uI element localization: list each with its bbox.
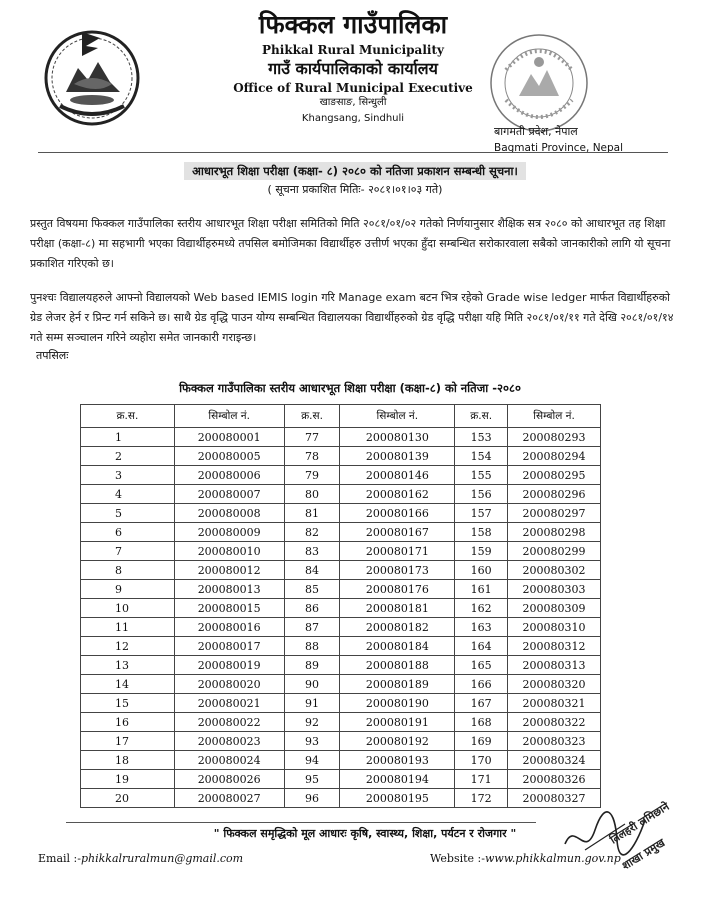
- footer-email: [38, 852, 243, 865]
- symbol-number-cell: 200080322: [508, 713, 601, 732]
- symbol-number-cell: 200080173: [340, 561, 455, 580]
- notice-heading: [120, 160, 590, 198]
- symbol-number-cell: 200080313: [508, 656, 601, 675]
- serial-number-cell: 90: [284, 675, 340, 694]
- serial-number-cell: 3: [81, 466, 175, 485]
- serial-number-cell: 12: [81, 637, 175, 656]
- table-row: [81, 504, 601, 523]
- symbol-number-cell: 200080182: [340, 618, 455, 637]
- symbol-number-cell: 200080181: [340, 599, 455, 618]
- symbol-number-cell: 200080015: [174, 599, 284, 618]
- serial-number-cell: 11: [81, 618, 175, 637]
- serial-number-cell: 83: [284, 542, 340, 561]
- email-label: Email :-: [38, 852, 81, 865]
- symbol-number-cell: 200080312: [508, 637, 601, 656]
- serial-number-cell: 87: [284, 618, 340, 637]
- symbol-number-cell: 200080194: [340, 770, 455, 789]
- website-label: Website :-: [430, 852, 485, 865]
- serial-number-cell: 163: [455, 618, 508, 637]
- notice-paragraph-1: प्रस्तुत विषयमा फिक्कल गाउँपालिका स्तरीय आधारभूत शिक्षा परीक्षा समितिको मिति २०८१/०१/०२ गतेको निर्णयानुसार शैक्षिक सत्र २०८० को आधारभूत तह शिक्षा परीक्षा (कक्षा-८) मा सहभागी भएका विद्यार्थीहरुमध्ये तपसिल बमोजिमका विद्यार्थीहरु उत्तीर्ण भएका हुँदा सम्बन्धित सरोकारवाला सबैको जानकारीको लागि यो सूचना प्रकाशित गरिएको छ।: [30, 217, 671, 270]
- serial-number-cell: 9: [81, 580, 175, 599]
- website-link[interactable]: www.phikkalmun.gov.np: [484, 852, 621, 865]
- email-address-link[interactable]: phikkalruralmun@gmail.com: [80, 852, 244, 865]
- notice-title: आधारभूत शिक्षा परीक्षा (कक्षा- ८) २०८० को नतिजा प्रकाशन सम्बन्धी सूचना।: [184, 162, 526, 180]
- serial-number-cell: 14: [81, 675, 175, 694]
- serial-number-cell: 89: [284, 656, 340, 675]
- serial-number-cell: 8: [81, 561, 175, 580]
- symbol-number-cell: 200080195: [340, 789, 455, 808]
- serial-number-cell: 92: [284, 713, 340, 732]
- symbol-number-cell: 200080188: [340, 656, 455, 675]
- symbol-number-cell: 200080298: [508, 523, 601, 542]
- symbol-number-cell: 200080130: [340, 428, 455, 447]
- symbol-number-cell: 200080027: [174, 789, 284, 808]
- serial-number-cell: 153: [455, 428, 508, 447]
- symbol-number-cell: 200080193: [340, 751, 455, 770]
- symbol-number-cell: 200080024: [174, 751, 284, 770]
- serial-number-cell: 91: [284, 694, 340, 713]
- serial-number-cell: 86: [284, 599, 340, 618]
- symbol-number-cell: 200080005: [174, 447, 284, 466]
- serial-number-cell: 81: [284, 504, 340, 523]
- serial-number-cell: 96: [284, 789, 340, 808]
- symbol-number-cell: 200080297: [508, 504, 601, 523]
- symbol-number-cell: 200080019: [174, 656, 284, 675]
- symbol-number-cell: 200080326: [508, 770, 601, 789]
- serial-number-cell: 156: [455, 485, 508, 504]
- serial-number-cell: 94: [284, 751, 340, 770]
- symbol-number-cell: 200080012: [174, 561, 284, 580]
- serial-number-cell: 7: [81, 542, 175, 561]
- serial-number-cell: 171: [455, 770, 508, 789]
- symbol-number-cell: 200080026: [174, 770, 284, 789]
- serial-number-cell: 154: [455, 447, 508, 466]
- symbol-number-cell: 200080310: [508, 618, 601, 637]
- symbol-number-cell: 200080017: [174, 637, 284, 656]
- symbol-number-cell: 200080021: [174, 694, 284, 713]
- symbol-number-cell: 200080020: [174, 675, 284, 694]
- symbol-number-cell: 200080001: [174, 428, 284, 447]
- province-en: Bagmati Province, Nepal: [494, 142, 624, 154]
- symbol-number-cell: 200080296: [508, 485, 601, 504]
- symbol-number-cell: 200080006: [174, 466, 284, 485]
- table-row: [81, 599, 601, 618]
- office-name-np: गाउँ कार्यपालिकाको कार्यालय: [268, 59, 438, 78]
- serial-number-cell: 16: [81, 713, 175, 732]
- symbol-number-cell: 200080010: [174, 542, 284, 561]
- table-row: [81, 542, 601, 561]
- symbol-number-cell: 200080189: [340, 675, 455, 694]
- serial-number-cell: 79: [284, 466, 340, 485]
- serial-number-cell: 93: [284, 732, 340, 751]
- serial-number-cell: 162: [455, 599, 508, 618]
- column-header: क्र.स.: [455, 405, 508, 428]
- table-header-row: [81, 405, 601, 428]
- symbol-number-cell: 200080327: [508, 789, 601, 808]
- symbol-number-cell: 200080016: [174, 618, 284, 637]
- serial-number-cell: 84: [284, 561, 340, 580]
- serial-number-cell: 172: [455, 789, 508, 808]
- symbol-number-cell: 200080323: [508, 732, 601, 751]
- symbol-number-cell: 200080302: [508, 561, 601, 580]
- serial-number-cell: 18: [81, 751, 175, 770]
- serial-number-cell: 167: [455, 694, 508, 713]
- symbol-number-cell: 200080166: [340, 504, 455, 523]
- column-header: क्र.स.: [81, 405, 175, 428]
- serial-number-cell: 1: [81, 428, 175, 447]
- symbol-number-cell: 200080184: [340, 637, 455, 656]
- serial-number-cell: 20: [81, 789, 175, 808]
- letterhead: [190, 10, 516, 126]
- serial-number-cell: 160: [455, 561, 508, 580]
- notice-paragraph-2: पुनश्चः विद्यालयहरुले आफ्नो विद्यालयको Web based IEMIS login गरि Manage exam बटन भित्र रहेको Grade wise ledger मार्फत विद्यार्थीहरुको ग्रेड लेजर हेर्न र प्रिन्ट गर्न सकिने छ। साथै ग्रेड वृद्धि पाउन योग्य सम्बन्धित विद्यालयका विद्यार्थीहरुको ग्रेड वृद्धि परीक्षा यहि मिति २०८१/०१/११ गते देखि २०८१/०१/१४ गते सम्म सञ्चालन गरिने व्यहोरा समेत जानकारी गराइन्छ।: [30, 291, 674, 344]
- province-np: बागमती प्रदेश, नेपाल: [494, 125, 578, 138]
- table-row: [81, 447, 601, 466]
- serial-number-cell: 166: [455, 675, 508, 694]
- symbol-number-cell: 200080299: [508, 542, 601, 561]
- serial-number-cell: 82: [284, 523, 340, 542]
- footer-divider: [66, 822, 536, 823]
- symbol-number-cell: 200080303: [508, 580, 601, 599]
- header-divider: [38, 152, 668, 153]
- serial-number-cell: 17: [81, 732, 175, 751]
- footer-motto: " फिक्कल समृद्धिको मूल आधारः कृषि, स्वास्थ्य, शिक्षा, पर्यटन र रोजगार ": [213, 827, 517, 840]
- symbol-number-cell: 200080191: [340, 713, 455, 732]
- symbol-number-cell: 200080176: [340, 580, 455, 599]
- serial-number-cell: 77: [284, 428, 340, 447]
- table-row: [81, 694, 601, 713]
- serial-number-cell: 15: [81, 694, 175, 713]
- symbol-number-cell: 200080008: [174, 504, 284, 523]
- serial-number-cell: 19: [81, 770, 175, 789]
- column-header: सिम्बोल नं.: [508, 405, 601, 428]
- signature-name-stamp: तिलहरी लमिछाने: [607, 799, 672, 847]
- symbol-number-cell: 200080009: [174, 523, 284, 542]
- table-row: [81, 656, 601, 675]
- serial-number-cell: 170: [455, 751, 508, 770]
- serial-number-cell: 169: [455, 732, 508, 751]
- symbol-number-cell: 200080192: [340, 732, 455, 751]
- symbol-number-cell: 200080146: [340, 466, 455, 485]
- table-row: [81, 675, 601, 694]
- symbol-number-cell: 200080294: [508, 447, 601, 466]
- serial-number-cell: 159: [455, 542, 508, 561]
- tapasil-label: तपसिलः: [36, 349, 69, 362]
- table-row: [81, 713, 601, 732]
- serial-number-cell: 88: [284, 637, 340, 656]
- serial-number-cell: 5: [81, 504, 175, 523]
- serial-number-cell: 161: [455, 580, 508, 599]
- table-row: [81, 523, 601, 542]
- table-row: [81, 751, 601, 770]
- symbol-number-cell: 200080013: [174, 580, 284, 599]
- symbol-number-cell: 200080007: [174, 485, 284, 504]
- symbol-number-cell: 200080324: [508, 751, 601, 770]
- serial-number-cell: 6: [81, 523, 175, 542]
- column-header: सिम्बोल नं.: [174, 405, 284, 428]
- symbol-number-cell: 200080309: [508, 599, 601, 618]
- municipality-name-en: Phikkal Rural Municipality: [262, 43, 444, 57]
- serial-number-cell: 158: [455, 523, 508, 542]
- serial-number-cell: 165: [455, 656, 508, 675]
- symbol-number-cell: 200080023: [174, 732, 284, 751]
- symbol-number-cell: 200080295: [508, 466, 601, 485]
- results-table: [80, 404, 601, 808]
- table-row: [81, 770, 601, 789]
- table-row: [81, 637, 601, 656]
- results-table-body: [81, 428, 601, 808]
- serial-number-cell: 4: [81, 485, 175, 504]
- serial-number-cell: 157: [455, 504, 508, 523]
- symbol-number-cell: 200080321: [508, 694, 601, 713]
- table-row: [81, 732, 601, 751]
- symbol-number-cell: 200080022: [174, 713, 284, 732]
- serial-number-cell: 80: [284, 485, 340, 504]
- serial-number-cell: 2: [81, 447, 175, 466]
- serial-number-cell: 164: [455, 637, 508, 656]
- table-row: [81, 789, 601, 808]
- serial-number-cell: 168: [455, 713, 508, 732]
- results-table-title: फिक्कल गाउँपालिका स्तरीय आधारभूत शिक्षा परीक्षा (कक्षा-८) को नतिजा -२०८०: [179, 381, 521, 395]
- municipality-seal-icon: [486, 30, 592, 136]
- table-row: [81, 561, 601, 580]
- column-header: क्र.स.: [284, 405, 340, 428]
- serial-number-cell: 13: [81, 656, 175, 675]
- address-np: खाङसाङ, सिन्धुली: [319, 97, 387, 108]
- symbol-number-cell: 200080190: [340, 694, 455, 713]
- nepal-emblem-icon: [38, 22, 146, 130]
- serial-number-cell: 78: [284, 447, 340, 466]
- table-row: [81, 485, 601, 504]
- table-row: [81, 428, 601, 447]
- office-name-en: Office of Rural Municipal Executive: [233, 81, 473, 95]
- table-row: [81, 618, 601, 637]
- municipality-name-np: फिक्कल गाउँपालिका: [258, 10, 448, 39]
- signature-designation-stamp: शाखा प्रमुख: [619, 836, 668, 873]
- symbol-number-cell: 200080139: [340, 447, 455, 466]
- address-en: Khangsang, Sindhuli: [301, 113, 405, 124]
- symbol-number-cell: 200080162: [340, 485, 455, 504]
- officer-signature: [555, 799, 672, 886]
- symbol-number-cell: 200080171: [340, 542, 455, 561]
- symbol-number-cell: 200080320: [508, 675, 601, 694]
- table-row: [81, 580, 601, 599]
- symbol-number-cell: 200080167: [340, 523, 455, 542]
- table-row: [81, 466, 601, 485]
- serial-number-cell: 85: [284, 580, 340, 599]
- serial-number-cell: 10: [81, 599, 175, 618]
- symbol-number-cell: 200080293: [508, 428, 601, 447]
- notice-date: ( सूचना प्रकाशित मितिः- २०८१।०१।०३ गते): [267, 183, 443, 196]
- serial-number-cell: 95: [284, 770, 340, 789]
- serial-number-cell: 155: [455, 466, 508, 485]
- column-header: सिम्बोल नं.: [340, 405, 455, 428]
